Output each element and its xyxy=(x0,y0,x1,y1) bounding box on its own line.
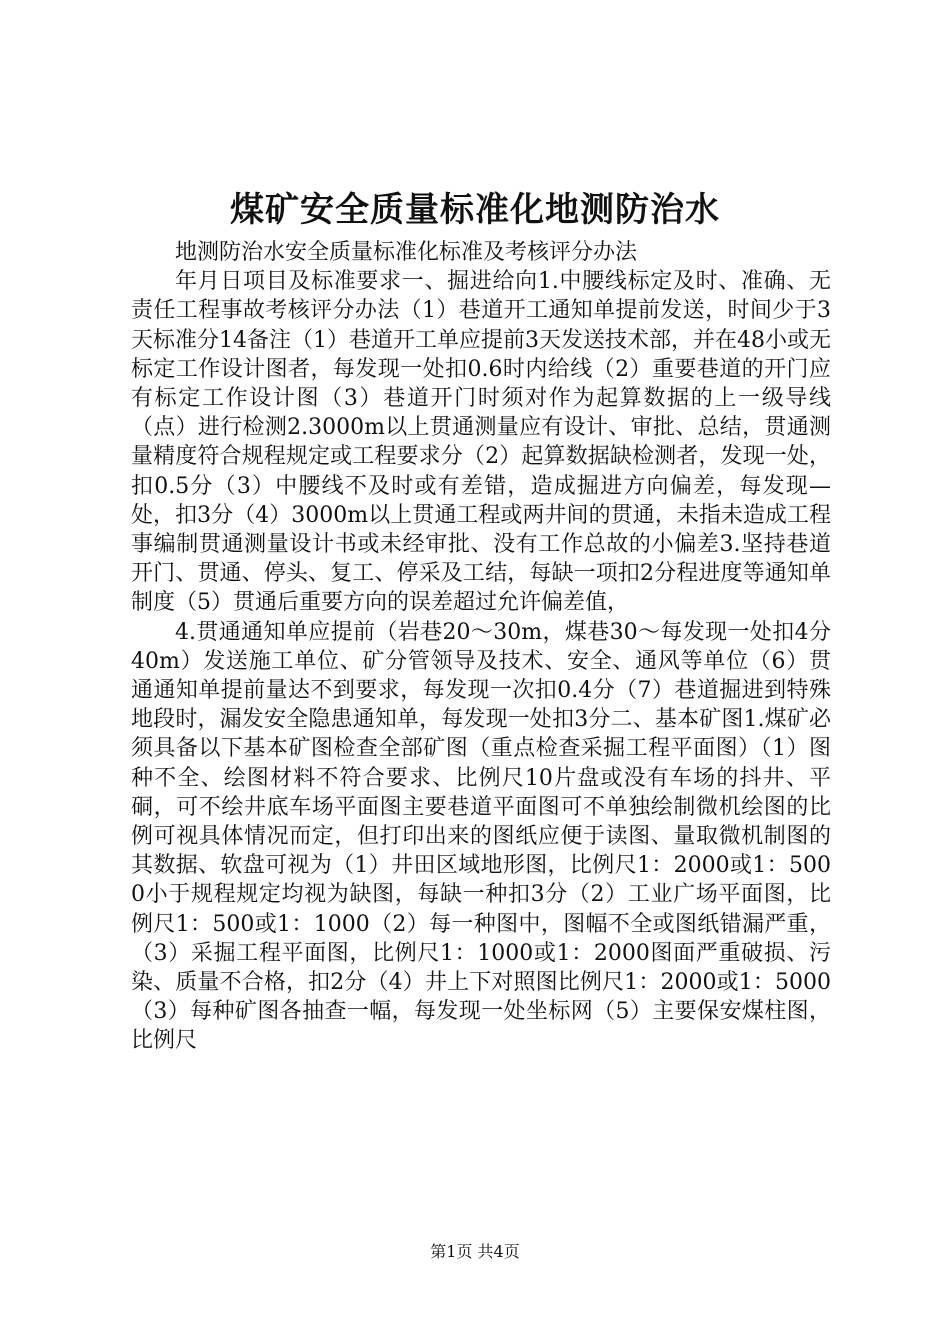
document-title: 煤矿安全质量标准化地测防治水 xyxy=(230,190,720,230)
paragraph-subtitle: 地测防治水安全质量标准化标准及考核评分办法 xyxy=(175,240,638,265)
paragraph-2: 4.贯通通知单应提前（岩巷20～30m，煤巷30～每发现一处扣4分40m）发送施工单位、矿分管领导及技术、安全、通风等单位（6）贯通通知单提前量达不到要求，每发现一次扣0.4分（7）巷道掘进到特殊地段时，漏发安全隐患通知单，每发现一处扣3分二、基本矿图1.煤矿必须具备以下基本矿图检查全部矿图（重点检查采掘工程平面图）（1）图种不全、绘图材料不符合要求、比例尺10片盘或没有车场的抖井、平硐，可不绘井底车场平面图主要巷道平面图可不单独绘制微机绘图的比例可视具体情况而定，但打印出来的图纸应便于读图、量取微机制图的其数据、软盘可视为（1）井田区域地形图，比例尺1：2000或1：5000小于规程规定均视为缺图，每缺一种扣3分（2）工业广场平面图，比例尺1：500或1：1000（2）每一种图中，图幅不全或图纸错漏严重，（3）采掘工程平面图，比例尺1：1000或1：2000图面严重破损、污染、质量不合格，扣2分（4）井上下对照图比例尺1：2000或1：5000（3）每种矿图各抽查一幅，每发现一处坐标网（5）主要保安煤柱图，比例尺 xyxy=(131,619,831,1054)
document-body xyxy=(131,238,831,1056)
paragraph-1: 年月日项目及标准要求一、掘进给向1.中腰线标定及时、准确、无责任工程事故考核评分办法（1）巷道开工通知单提前发送，时间少于3天标准分14备注（1）巷道开工单应提前3天发送技术部，并在48小或无标定工作设计图者，每发现一处扣0.6时内给线（2）重要巷道的开门应有标定工作设计图（3）巷道开门时须对作为起算数据的上一级导线（点）进行检测2.3000m以上贯通测量应有设计、审批、总结，贯通测量精度符合规程规定或工程要求分（2）起算数据缺检测者，发现一处，扣0.5分（3）中腰线不及时或有差错，造成掘进方向偏差，每发现—处，扣3分（4）3000m以上贯通工程或两井间的贯通，未指未造成工程事编制贯通测量设计书或未经审批、没有工作总故的小偏差3.坚持巷道开门、贯通、停头、复工、停采及工结，每缺一项扣2分程进度等通知单制度（5）贯通后重要方向的误差超过允许偏差值， xyxy=(131,269,831,616)
page-footer: 第1页 共4页 xyxy=(430,1242,520,1261)
